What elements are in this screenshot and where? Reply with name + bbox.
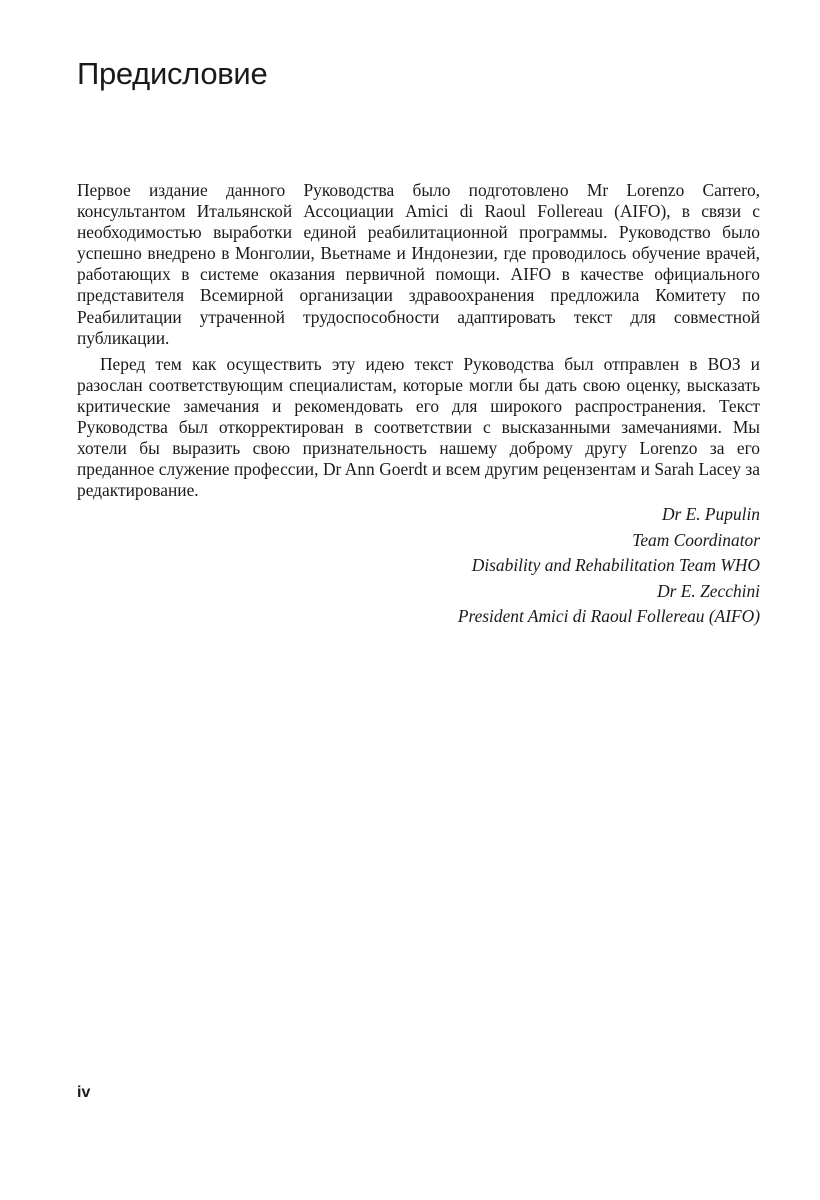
signatory-name-2: Dr E. Zecchini [657, 580, 760, 601]
paragraph-2: Перед тем как осуществить эту идею текст Руководства был отправлен в ВОЗ и разослан соответствующим специалистам, которые могли бы дать свою оценку, высказать критические замечания и рекомендовать его для широкого распространения. Текст Руководства был откорректирован в соответствии с высказанными замечаниями. Мы хотели бы выразить свою признательность нашему доброму другу Lorenzo за его преданное служение профессии, Dr Ann Goerdt и всем другим рецензентам и Sarah Lacey за редактирование. [77, 353, 760, 501]
paragraph-1: Первое издание данного Руководства было подготовлено Mr Lorenzo Carrero, консультантом Итальянской Ассоциации Amici di Raoul Follereau (AIFO), в связи с необходимостью выработки единой реабилитационной программы. Руководство было успешно внедрено в Монголии, Вьетнаме и Индонезии, где проводилось обучение врачей, работающих в системе оказания первичной помощи. AIFO в качестве официального представителя Всемирной организации здравоохранения предложила Комитету по Реабилитации утраченной трудоспособности адаптировать текст для совместной публикации. [77, 180, 760, 348]
signatory-title-1: Team Coordinator [632, 529, 760, 550]
page-title: Предисловие [77, 56, 268, 91]
page-number: iv [77, 1084, 91, 1101]
signatory-title-2: President Amici di Raoul Follereau (AIFO) [457, 606, 760, 626]
preface-body [77, 180, 760, 501]
signatory-name-1: Dr E. Pupulin [661, 504, 760, 524]
signature-block [458, 502, 760, 630]
signatory-org-1: Disability and Rehabilitation Team WHO [471, 555, 760, 575]
